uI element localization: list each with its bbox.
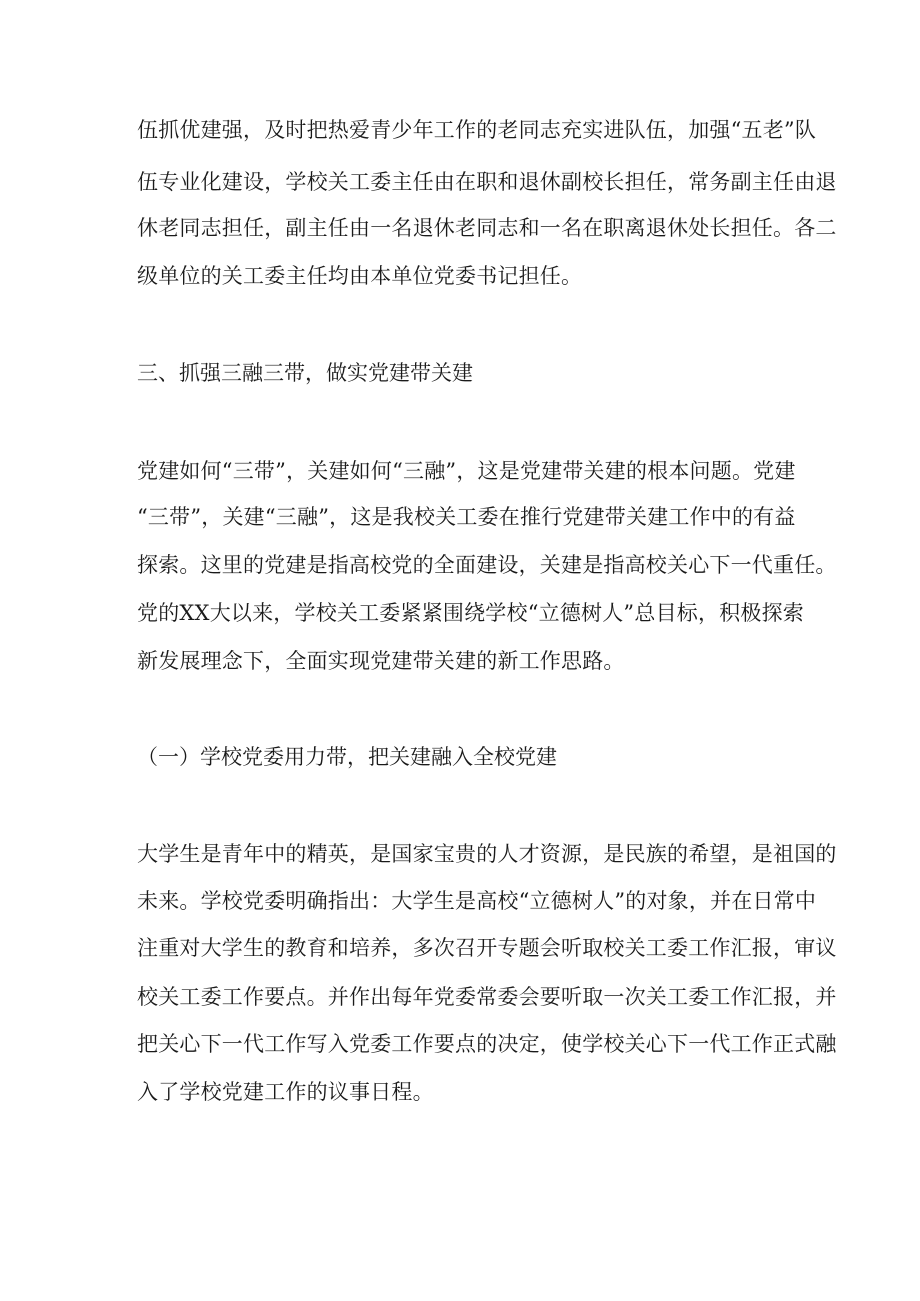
section-heading: 三、抓强三融三带，做实党建带关建 xyxy=(137,361,473,385)
paragraph-line: 党建如何“三带”，关建如何“三融”，这是党建带关建的根本问题。党建 xyxy=(137,459,796,483)
paragraph-line: 未来。学校党委明确指出：大学生是高校“立德树人”的对象，并在日常中 xyxy=(137,889,817,913)
paragraph-line: 级单位的关工委主任均由本单位党委书记担任。 xyxy=(137,264,583,288)
paragraph-line: 把关心下一代工作写入党委工作要点的决定，使学校关心下一代工作正式融 xyxy=(137,1032,837,1056)
paragraph-line: “三带”，关建“三融”，这是我校关工委在推行党建带关建工作中的有益 xyxy=(137,505,796,529)
paragraph-line: 入了学校党建工作的议事日程。 xyxy=(137,1080,434,1104)
paragraph-line: 注重对大学生的教育和培养，多次召开专题会听取校关工委工作汇报，审议 xyxy=(137,936,837,960)
paragraph-line: 校关工委工作要点。并作出每年党委常委会要听取一次关工委工作汇报，并 xyxy=(137,985,837,1009)
paragraph-line: 探索。这里的党建是指高校党的全面建设，关建是指高校关心下一代重任。 xyxy=(137,553,837,577)
paragraph-line: 伍抓优建强，及时把热爱青少年工作的老同志充实进队伍，加强“五老”队 xyxy=(137,118,817,142)
paragraph-line: 新发展理念下，全面实现党建带关建的新工作思路。 xyxy=(137,649,625,673)
paragraph-line: 党的XX大以来，学校关工委紧紧围绕学校“立德树人”总目标，积极探索 xyxy=(137,601,804,625)
paragraph-line: 大学生是青年中的精英，是国家宝贵的人才资源，是民族的希望，是祖国的 xyxy=(137,842,837,866)
subsection-heading: （一）学校党委用力带，把关建融入全校党建 xyxy=(137,745,557,769)
paragraph-line: 伍专业化建设，学校关工委主任由在职和退休副校长担任，常务副主任由退 xyxy=(137,170,837,194)
paragraph-line: 休老同志担任，副主任由一名退休老同志和一名在职离退休处长担任。各二 xyxy=(137,216,837,240)
